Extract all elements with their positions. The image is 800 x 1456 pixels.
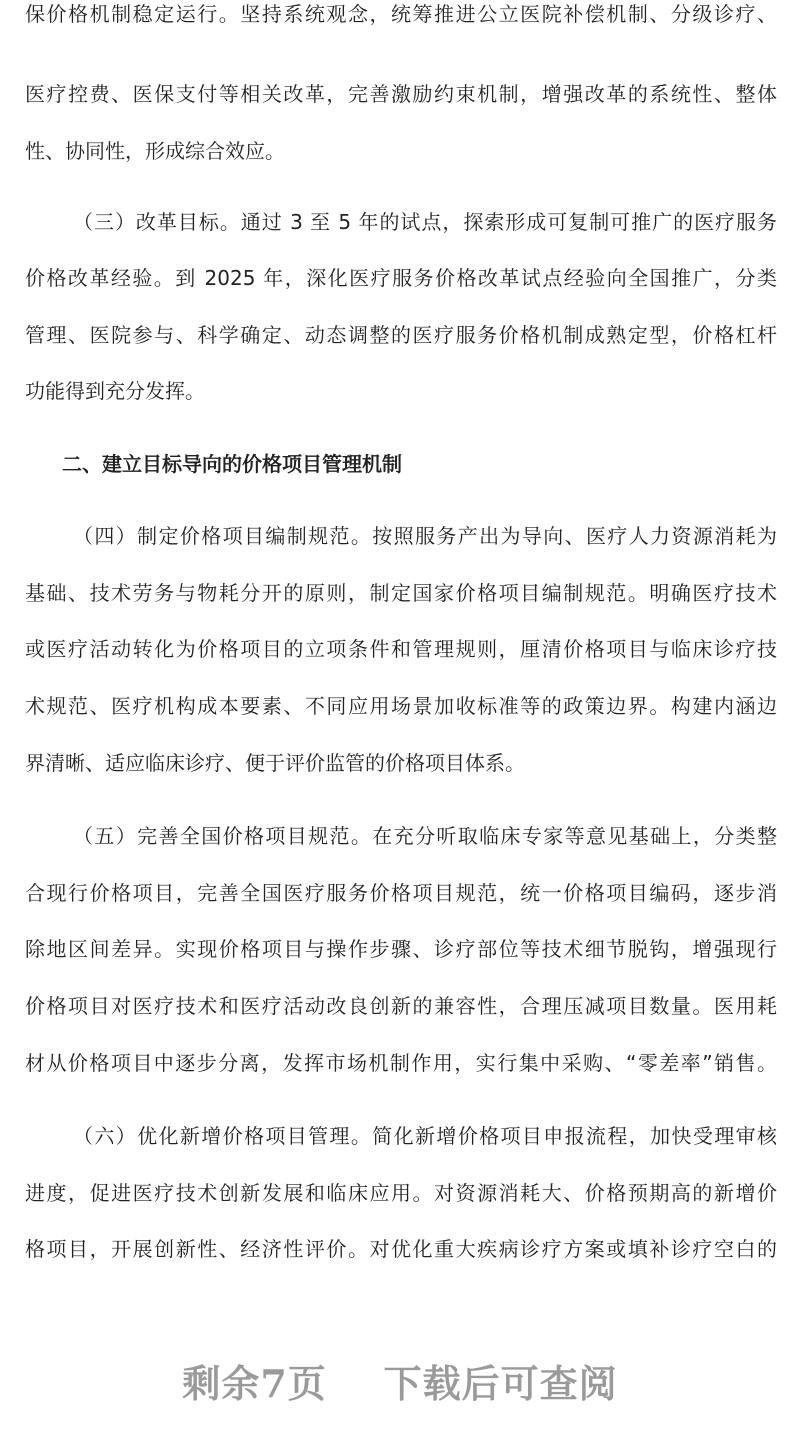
text-line: 价格项目对医疗技术和医疗活动改良创新的兼容性，合理压减项目数量。医用耗: [25, 994, 777, 1018]
text-line: 管理、医院参与、科学确定、动态调整的医疗服务价格机制成熟定型，价格杠杆: [25, 323, 777, 347]
text-line: 合现行价格项目，完善全国医疗服务价格项目规范，统一价格项目编码，逐步消: [25, 881, 777, 905]
download-prompt[interactable]: [0, 1350, 800, 1410]
text-line: 医疗控费、医保支付等相关改革，完善激励约束机制，增强改革的系统性、整体: [25, 82, 777, 106]
text-line: 进度，促进医疗技术创新发展和临床应用。对资源消耗大、价格预期高的新增价: [25, 1181, 777, 1205]
section-heading: 二、建立目标导向的价格项目管理机制: [62, 452, 402, 476]
text-line: 基础、技术劳务与物耗分开的原则，制定国家价格项目编制规范。明确医疗技术: [25, 581, 777, 605]
text-line: 格项目，开展创新性、经济性评价。对优化重大疾病诊疗方案或填补诊疗空白的: [25, 1237, 777, 1261]
text-line: （五）完善全国价格项目规范。在充分听取临床专家等意见基础上，分类整: [73, 824, 777, 848]
text-line: 界清晰、适应临床诊疗、便于评价监管的价格项目体系。: [25, 751, 525, 775]
text-line: 术规范、医疗机构成本要素、不同应用场景加收标准等的政策边界。构建内涵边: [25, 694, 777, 718]
text-line: 性、协同性，形成综合效应。: [25, 139, 285, 163]
text-line: 材从价格项目中逐步分离，发挥市场机制作用，实行集中采购、“零差率”销售。: [25, 1051, 777, 1075]
download-prompt-label[interactable]: 剩余7页 下载后可查阅: [182, 1360, 618, 1406]
text-line: 保价格机制稳定运行。坚持系统观念，统筹推进公立医院补偿机制、分级诊疗、: [25, 2, 777, 26]
text-line: （六）优化新增价格项目管理。简化新增价格项目申报流程，加快受理审核: [73, 1124, 777, 1148]
text-line: 除地区间差异。实现价格项目与操作步骤、诊疗部位等技术细节脱钩，增强现行: [25, 937, 777, 961]
text-line: 或医疗活动转化为价格项目的立项条件和管理规则，厘清价格项目与临床诊疗技: [25, 637, 777, 661]
text-line: 价格改革经验。到 2025 年，深化医疗服务价格改革试点经验向全国推广，分类: [25, 266, 777, 290]
text-line: （四）制定价格项目编制规范。按照服务产出为导向、医疗人力资源消耗为: [73, 524, 777, 548]
text-line: 功能得到充分发挥。: [25, 379, 205, 403]
text-line: （三）改革目标。通过 3 至 5 年的试点，探索形成可复制可推广的医疗服务: [73, 210, 777, 234]
